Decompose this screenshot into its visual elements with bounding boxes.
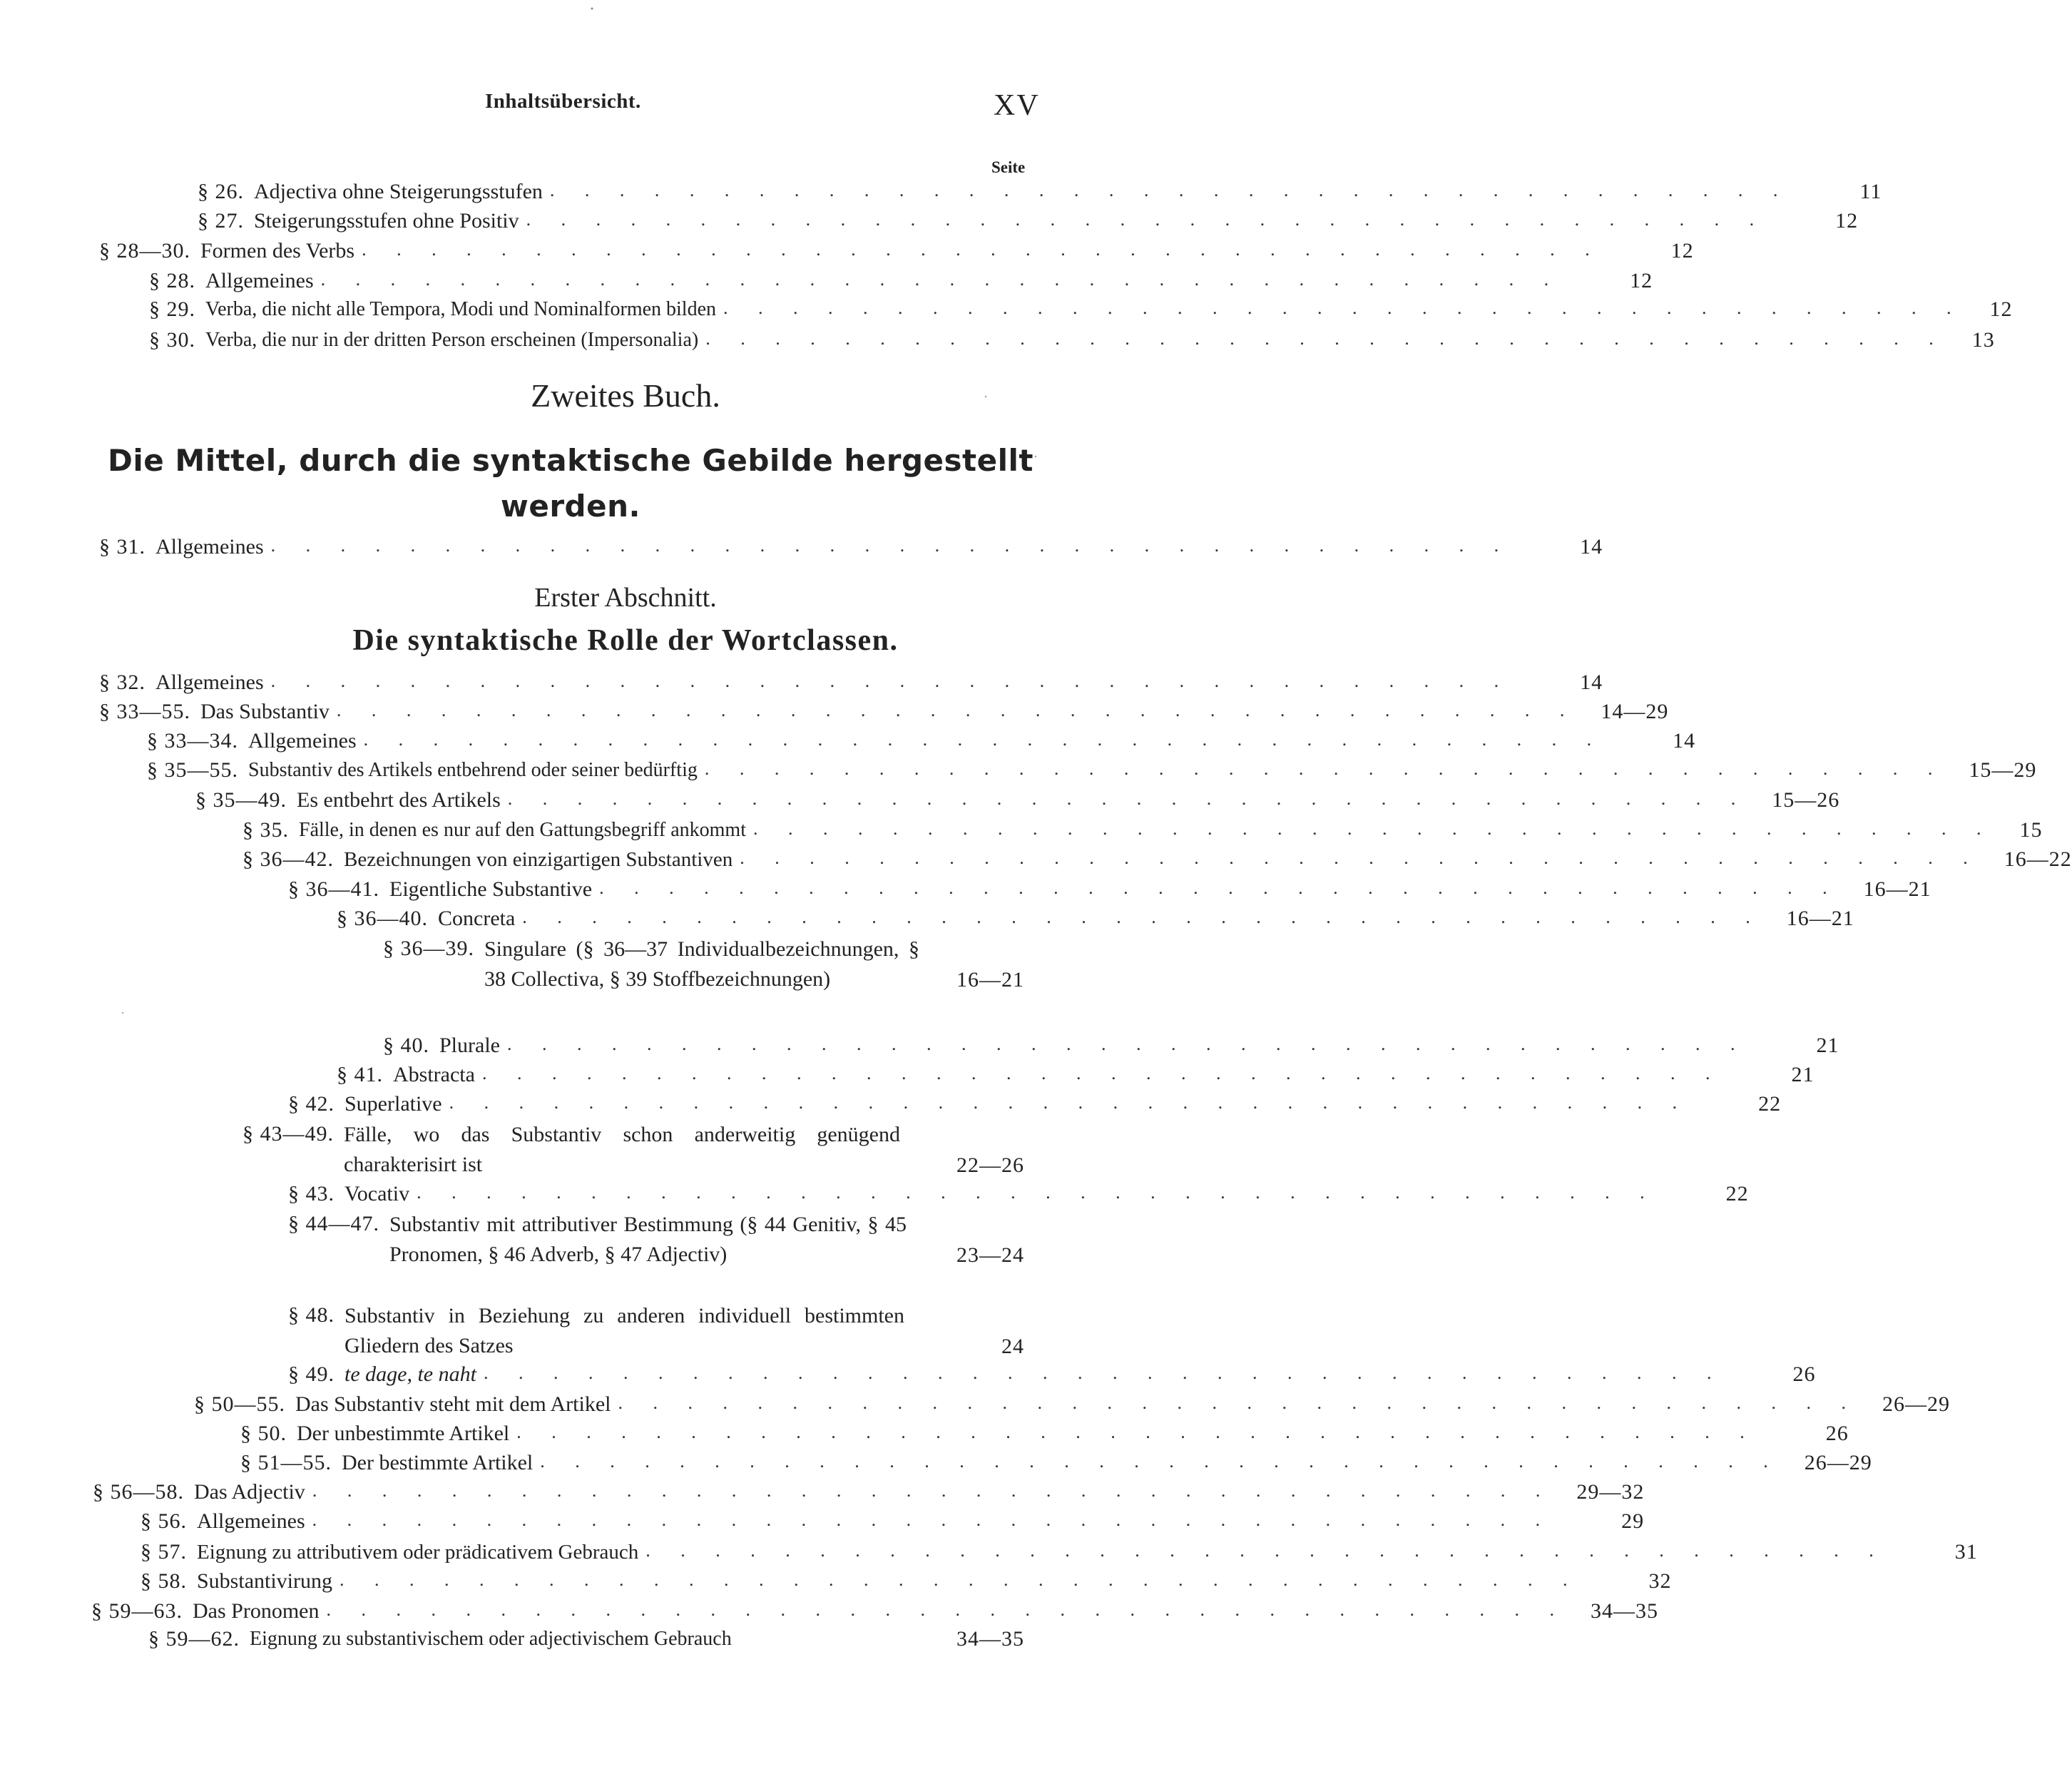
toc-entry-title: Eigentliche Substantive bbox=[389, 877, 593, 901]
toc-entry-number: § 59—62. bbox=[148, 1627, 240, 1651]
toc-entry bbox=[198, 176, 1882, 206]
toc-entry-title: Plurale bbox=[439, 1034, 500, 1057]
toc-entry-page: 23—24 bbox=[956, 1243, 1024, 1267]
toc-entry-page: 34—35 bbox=[956, 1627, 1024, 1651]
toc-entry-title: Der unbestimmte Artikel bbox=[297, 1422, 510, 1445]
toc-entry-title: Singulare (§ 36—37 Individualbezeichnungen, § 38 Collectiva, § 39 Stoffbezeichnungen) bbox=[484, 937, 919, 991]
toc-entry-page: 22 bbox=[1758, 1092, 1782, 1116]
toc-entry-number: § 29. bbox=[149, 297, 195, 321]
toc-entry-number: § 51—55. bbox=[240, 1451, 332, 1474]
toc-entry-number: § 36—40. bbox=[337, 907, 428, 930]
toc-entry-number: § 31. bbox=[99, 535, 146, 559]
leader-dots bbox=[927, 993, 933, 994]
toc-entry bbox=[91, 1596, 1658, 1626]
leader-dots: . . . . . . . . . . . . . . . . . . . . . . . . . . . . . . . . . . . . bbox=[270, 535, 1512, 556]
toc-entry bbox=[141, 1536, 1978, 1566]
toc-entry-page: 16—21 bbox=[956, 968, 1024, 991]
toc-entry-title: Das Substantiv steht mit dem Artikel bbox=[295, 1392, 611, 1416]
toc-entry-page: 15 bbox=[2019, 818, 2043, 842]
leader-dots: . . . . . . . . . . . . . . . . . . . . . . . . . . . . . . . . . . . . bbox=[540, 1451, 1781, 1472]
leader-dots: . . . . . . . . . . . . . . . . . . . . . . . . . . . . . . . . . . . . bbox=[363, 729, 1605, 750]
toc-entry bbox=[195, 785, 1840, 815]
leader-dots: . . . . . . . . . . . . . . . . . . . . . . . . . . . . . . . . . . . . bbox=[312, 1480, 1553, 1501]
page-number: XV bbox=[994, 89, 1040, 122]
leader-dots: . . . . . . . . . . . . . . . . . . . . . . . . . . . . . . . . . . . . bbox=[516, 1422, 1757, 1442]
toc-entry-number: § 43. bbox=[288, 1182, 335, 1205]
toc-entry-number: § 36—41. bbox=[288, 877, 379, 901]
toc-entry-number: § 30. bbox=[149, 328, 195, 352]
toc-entry bbox=[147, 725, 1696, 755]
toc-entry-number: § 42. bbox=[288, 1092, 335, 1116]
leader-dots: . . . . . . . . . . . . . . . . . . . . . . . . . . . . . . . . . . . . bbox=[506, 1034, 1748, 1054]
leader-dots: . . . . . . . . . . . . . . . . . . . . . . . . . . . . . . . . . . . . bbox=[723, 297, 1964, 318]
toc-entry-number: § 40. bbox=[383, 1034, 429, 1057]
toc-entry-title: Formen des Verbs bbox=[200, 239, 355, 262]
toc-entry bbox=[99, 667, 1603, 697]
toc-entry bbox=[337, 903, 1854, 933]
toc-entry bbox=[194, 1389, 1950, 1419]
section-subtitle: Die syntaktische Rolle der Wortclassen. bbox=[352, 624, 899, 657]
toc-entry-title: Allgemeines bbox=[205, 269, 314, 292]
toc-entry bbox=[243, 815, 2043, 845]
toc-entry-page: 14 bbox=[1580, 535, 1603, 559]
toc-entry bbox=[149, 265, 1653, 295]
toc-entry bbox=[288, 1210, 1024, 1270]
toc-entry-number: § 59—63. bbox=[91, 1599, 183, 1623]
toc-entry-page: 32 bbox=[1648, 1569, 1672, 1593]
toc-entry-title: Substantiv des Artikels entbehrend oder seiner bedürftig bbox=[248, 759, 698, 781]
running-title: Inhaltsübersicht. bbox=[485, 90, 641, 113]
toc-entry-page: 31 bbox=[1954, 1540, 1978, 1564]
toc-entry-page: 12 bbox=[1835, 209, 1859, 233]
toc-entry-title: Fälle, wo das Substantiv schon anderweitig genügend charakterisirt ist bbox=[344, 1123, 900, 1176]
toc-entry-number: § 36—39. bbox=[383, 937, 474, 960]
leader-dots: . . . . . . . . . . . . . . . . . . . . . . . . . . . . . . . . . . . . bbox=[704, 758, 1946, 779]
toc-entry bbox=[383, 934, 1024, 994]
toc-entry bbox=[99, 531, 1603, 561]
leader-dots: . . . . . . . . . . . . . . . . . . . . . . . . . . . . . . . . . . . . bbox=[312, 1509, 1553, 1530]
toc-entry-page: 16—21 bbox=[1786, 907, 1854, 930]
toc-entry-page: 29—32 bbox=[1576, 1480, 1645, 1504]
toc-entry-number: § 26. bbox=[198, 180, 244, 203]
toc-entry-title: Vocativ bbox=[345, 1182, 410, 1205]
leader-dots: . . . . . . . . . . . . . . . . . . . . . . . . . . . . . . . . . . . . bbox=[417, 1182, 1658, 1203]
toc-entry bbox=[288, 1089, 1782, 1118]
leader-dots: . . . . . . . . . . . . . . . . . . . . . . . . . . . . . . . . . . . . bbox=[507, 788, 1749, 809]
toc-entry-title: Allgemeines bbox=[248, 729, 357, 753]
toc-entry-number: § 28—30. bbox=[99, 239, 190, 262]
toc-entry bbox=[383, 1030, 1839, 1060]
toc-entry bbox=[243, 844, 2072, 874]
toc-entry-page: 11 bbox=[1859, 180, 1882, 203]
leader-dots: . . . . . . . . . . . . . . . . . . . . . . . . . . . . . . . . . . . . bbox=[449, 1092, 1690, 1113]
toc-entry-title: Allgemeines bbox=[155, 535, 264, 559]
toc-entry bbox=[148, 1625, 1024, 1653]
toc-entry-title: Eignung zu attributivem oder prädicativem Gebrauch bbox=[197, 1541, 639, 1564]
toc-entry-page: 15—29 bbox=[1969, 758, 2037, 782]
leader-dots: . . . . . . . . . . . . . . . . . . . . . . . . . . . . . . . . . . . . bbox=[526, 209, 1767, 230]
leader-dots: . . . . . . . . . . . . . . . . . . . . . . . . . . . . . . . . . . . . bbox=[522, 907, 1763, 927]
toc-entry-page: 12 bbox=[1630, 269, 1653, 292]
leader-dots: . . . . . . . . . . . . . . . . . . . . . . . . . . . . . . . . . . . . bbox=[326, 1599, 1567, 1620]
toc-entry-title: Das Pronomen bbox=[193, 1599, 320, 1623]
toc-entry-page: 29 bbox=[1621, 1509, 1645, 1533]
toc-entry-page: 34—35 bbox=[1590, 1599, 1658, 1623]
toc-entry-title: Eignung zu substantivischem oder adjectivischem Gebrauch bbox=[250, 1628, 732, 1650]
toc-entry-title: Concreta bbox=[438, 907, 516, 930]
section-title: Erster Abschnitt. bbox=[534, 583, 717, 613]
toc-entry-number: § 41. bbox=[337, 1063, 383, 1086]
toc-entry bbox=[99, 696, 1669, 726]
toc-entry-number: § 57. bbox=[141, 1540, 187, 1564]
leader-dots: . . . . . . . . . . . . . . . . . . . . . . . . . . . . . . . . . . . . bbox=[481, 1063, 1723, 1084]
toc-entry-number: § 44—47. bbox=[288, 1212, 379, 1235]
book-title: Zweites Buch. bbox=[531, 377, 720, 414]
toc-entry-title: Substantiv in Beziehung zu anderen individuell bestimmten Gliedern des Satzes bbox=[345, 1304, 904, 1357]
toc-entry bbox=[288, 1359, 1816, 1389]
toc-entry-number: § 33—34. bbox=[147, 729, 238, 753]
toc-entry-title: Substantiv mit attributiver Bestimmung (§ 44 Genitiv, § 45 Pronomen, § 46 Adverb, § 47 Adjectiv) bbox=[389, 1213, 907, 1266]
toc-entry-number: § 32. bbox=[99, 671, 146, 694]
leader-dots: . . . . . . . . . . . . . . . . . . . . . . . . . . . . . . . . . . . . bbox=[618, 1392, 1859, 1413]
leader-dots: . . . . . . . . . . . . . . . . . . . . . . . . . . . . . . . . . . . . bbox=[483, 1362, 1725, 1383]
toc-entry-page: 16—21 bbox=[1863, 877, 1931, 901]
leader-dots: . . . . . . . . . . . . . . . . . . . . . . . . . . . . . . . . . . . . bbox=[270, 671, 1512, 691]
toc-entry-page: 26—29 bbox=[1804, 1451, 1872, 1474]
toc-entry-page: 15—26 bbox=[1772, 788, 1840, 812]
toc-entry-number: § 50—55. bbox=[194, 1392, 285, 1416]
toc-entry-title: Adjectiva ohne Steigerungsstufen bbox=[254, 180, 543, 203]
toc-entry bbox=[93, 1477, 1645, 1507]
toc-entry-title: Das Substantiv bbox=[200, 700, 330, 723]
toc-entry-page: 26 bbox=[1792, 1362, 1816, 1386]
toc-entry-number: § 36—42. bbox=[243, 847, 334, 871]
toc-entry-page: 14—29 bbox=[1601, 700, 1669, 723]
leader-dots: . . . . . . . . . . . . . . . . . . . . . . . . . . . . . . . . . . . . bbox=[549, 180, 1791, 200]
toc-entry-number: § 48. bbox=[288, 1303, 335, 1327]
leader-dots: . . . . . . . . . . . . . . . . . . . . . . . . . . . . . . . . . . . . bbox=[599, 877, 1840, 898]
toc-entry-title: Superlative bbox=[345, 1092, 442, 1116]
toc-entry-number: § 56. bbox=[141, 1509, 187, 1533]
toc-entry-number: § 35—49. bbox=[195, 788, 287, 812]
page-column-label: Seite bbox=[991, 158, 1026, 176]
toc-entry bbox=[198, 205, 1859, 235]
toc-entry-number: § 50. bbox=[240, 1422, 287, 1445]
toc-entry bbox=[243, 1120, 1024, 1180]
leader-dots: . . . . . . . . . . . . . . . . . . . . . . . . . . . . . . . . . . . . bbox=[340, 1569, 1581, 1590]
toc-entry bbox=[337, 1059, 1815, 1089]
toc-entry-page: 26—29 bbox=[1882, 1392, 1950, 1416]
toc-entry-title: Verba, die nicht alle Tempora, Modi und Nominalformen bilden bbox=[205, 298, 717, 320]
toc-entry bbox=[147, 755, 2037, 785]
leader-dots: . . . . . . . . . . . . . . . . . . . . . . . . . . . . . . . . . . . . bbox=[740, 847, 1981, 868]
toc-entry bbox=[288, 874, 1931, 904]
leader-dots: . . . . . . . . . . . . . . . . . . . . . . . . . . . . . . . . . . . . bbox=[645, 1540, 1887, 1561]
toc-entry bbox=[288, 1301, 1024, 1361]
leader-dots: . . . . . . . . . . . . . . . . . . . . . . . . . . . . . . . . . . . . bbox=[362, 239, 1603, 260]
leader-dots: . . . . . . . . . . . . . . . . . . . . . . . . . . . . . . . . . . . . bbox=[753, 818, 1994, 839]
toc-entry-number: § 56—58. bbox=[93, 1480, 184, 1504]
toc-entry bbox=[149, 294, 2013, 324]
toc-entry-title: Verba, die nur in der dritten Person erscheinen (Impersonalia) bbox=[205, 329, 699, 351]
toc-entry-page: 16—22 bbox=[2004, 847, 2072, 871]
toc-entry-page: 13 bbox=[1971, 328, 1995, 352]
toc-entry-page: 14 bbox=[1580, 671, 1603, 694]
toc-entry-page: 24 bbox=[1001, 1335, 1024, 1358]
toc-entry bbox=[288, 1178, 1749, 1208]
toc-entry-title: Das Adjectiv bbox=[194, 1480, 305, 1504]
toc-entry-title: Allgemeines bbox=[197, 1509, 305, 1533]
toc-entry bbox=[99, 235, 1694, 265]
toc-entry-page: 14 bbox=[1673, 729, 1696, 753]
toc-entry-number: § 33—55. bbox=[99, 700, 190, 723]
toc-entry-number: § 35—55. bbox=[147, 758, 238, 782]
leader-dots: . . . . . . . . . . . . . . . . . . . . . . . . . . . . . . . . . . . . bbox=[336, 700, 1578, 720]
toc-entry-number: § 27. bbox=[198, 209, 244, 233]
toc-entry-page: 26 bbox=[1825, 1422, 1849, 1445]
toc-entry-page: 12 bbox=[1670, 239, 1694, 262]
toc-entry-page: 12 bbox=[1989, 297, 2013, 321]
toc-entry-title: te dage, te naht bbox=[345, 1362, 476, 1386]
toc-entry-title: Allgemeines bbox=[155, 671, 264, 694]
toc-entry-page: 21 bbox=[1791, 1063, 1815, 1086]
toc-entry-page: 22 bbox=[1725, 1182, 1749, 1205]
book-subtitle: Die Mittel, durch die syntaktische Gebilde hergestellt werden. bbox=[108, 443, 1034, 524]
toc-entry bbox=[141, 1566, 1672, 1596]
toc-entry-page: 22—26 bbox=[956, 1153, 1024, 1177]
toc-entry-number: § 35. bbox=[243, 818, 289, 842]
toc-entry-number: § 58. bbox=[141, 1569, 187, 1593]
toc-entry-number: § 49. bbox=[288, 1362, 335, 1386]
toc-entry bbox=[240, 1418, 1849, 1448]
toc-entry-title: Substantivirung bbox=[197, 1569, 333, 1593]
toc-entry-title: Fälle, in denen es nur auf den Gattungsbegriff ankommt bbox=[299, 819, 746, 841]
toc-entry-page: 21 bbox=[1816, 1034, 1839, 1057]
toc-entry bbox=[149, 325, 1995, 355]
toc-entry-title: Bezeichnungen von einzigartigen Substantiven bbox=[344, 848, 733, 871]
leader-dots: . . . . . . . . . . . . . . . . . . . . . . . . . . . . . . . . . . . . bbox=[705, 328, 1946, 349]
leader-dots: . . . . . . . . . . . . . . . . . . . . . . . . . . . . . . . . . . . . bbox=[320, 269, 1562, 290]
leader-dots bbox=[739, 1652, 947, 1653]
leader-dots bbox=[914, 1268, 933, 1270]
toc-entry bbox=[240, 1447, 1872, 1477]
toc-entry-title: Abstracta bbox=[393, 1063, 475, 1086]
toc-entry-title: Es entbehrt des Artikels bbox=[297, 788, 501, 812]
toc-entry-title: Der bestimmte Artikel bbox=[342, 1451, 534, 1474]
toc-entry-number: § 28. bbox=[149, 269, 195, 292]
toc-entry-number: § 43—49. bbox=[243, 1122, 334, 1146]
toc-entry-title: Steigerungsstufen ohne Positiv bbox=[254, 209, 519, 233]
toc-entry bbox=[141, 1506, 1645, 1536]
